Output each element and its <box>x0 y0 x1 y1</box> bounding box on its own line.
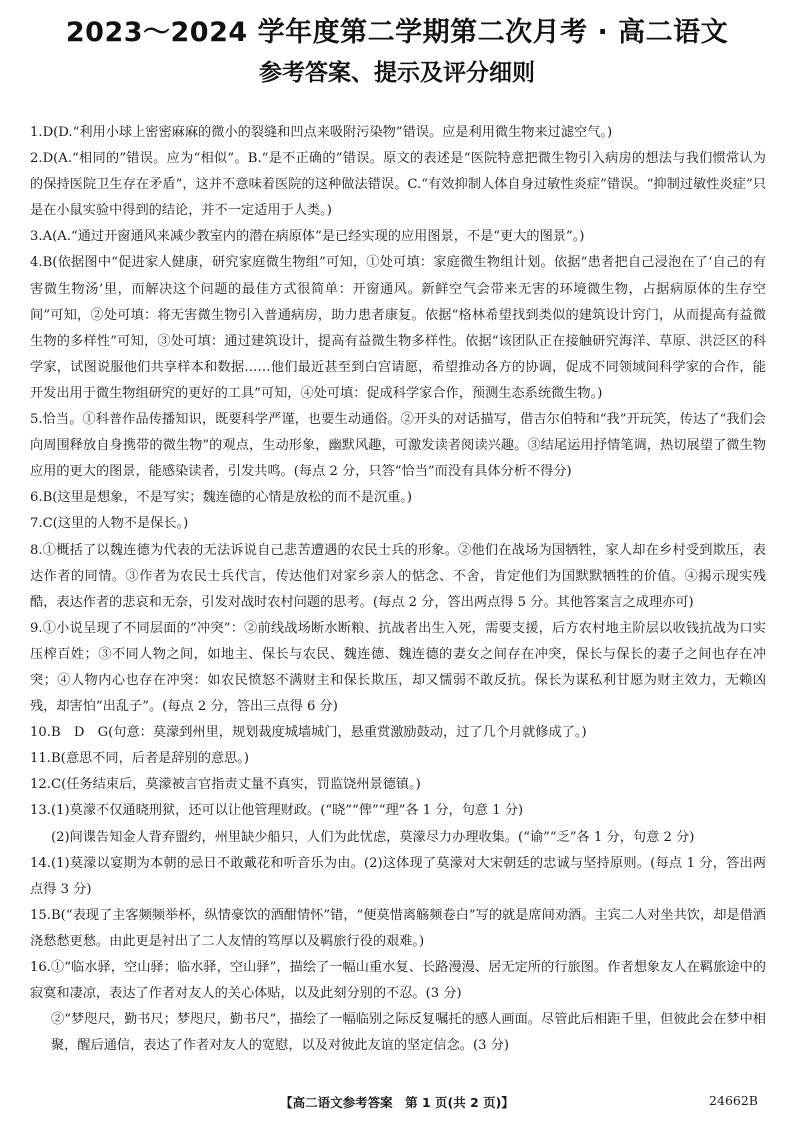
footer-page-label: 【高二语文参考答案 第 1 页(共 2 页)】 <box>280 1095 514 1110</box>
answer-number: 14. <box>30 855 51 871</box>
answer-number: 3. <box>30 229 43 245</box>
answer-list <box>30 120 766 1059</box>
answer-sub-item <box>30 1007 766 1059</box>
answer-number: 7. <box>30 516 43 532</box>
answer-text: B(依据图中“促进家人健康，研究家庭微生物组”可知，①处可填：家庭微生物组计划。依据“患者把自己浸泡在了‘自己的有害微生物汤’里，而解决这个问题的最佳方式很简单：开窗通风。新鲜空气会带来无害的环境微生物，占据病原体的生存空间”可知，②处可填：将无害微生物引入普通病房，助力患者康复。依据“格林希望找到类似的建筑设计窍门，从而提高有益微生物的多样性”可知，③处可填：通过建筑设计，提高有益微生物多样性。依据“该团队正在接触研究海洋、草原、洪泛区的科学家，试图说服他们共享样本和数据……他们最近甚至到白宫请愿，希望推动各方的协调，促成不同领域间科学家的合作，能开发出用于微生物组研究的更好的工具”可知，④处可填：促成科学家合作，预测生态系统微生物。) <box>30 255 766 401</box>
answer-item <box>30 798 766 824</box>
answer-text: B(“表现了主客频频举杯，纵情豪饮的酒酣情怀”错，“便莫惜离觞频卷白”写的就是席间劝酒。主宾二人对坐共饮，却是借酒浇愁愁更愁。由此更是衬出了二人友情的笃厚以及羁旅行役的艰难。) <box>30 907 766 949</box>
answer-number: 2. <box>30 151 43 167</box>
answer-number: 5. <box>30 412 43 428</box>
answer-text: 恰当。①科普作品传播知识，既要科学严谨，也要生动通俗。②开头的对话描写，借吉尔伯特和“我”开玩笑，传达了“我们会向周围释放自身携带的微生物”的观点，生动形象，幽默风趣，可激发读者阅读兴趣。③结尾运用抒情笔调，热切展望了微生物应用的更大的图景，能感染读者，引发共鸣。(每点 2 分，只答“恰当”而没有具体分析不得分) <box>30 412 766 480</box>
page-subtitle: 参考答案、提示及评分细则 <box>259 60 535 86</box>
answer-text: ①小说呈现了不同层面的“冲突”：②前线战场断水断粮、抗战者出生入死，需要支援，后方农村地主阶层以收钱抗战为口实压榨百姓；③不同人物之间，如地主、保长与农民、魏连德、魏连德的妻女之间存在冲突，保长与保长的妻子之间也存在冲突；④人物内心也存在冲突：如农民愤怒不满财主和保长欺压，却又懦弱不敢反抗。保长为谋私利甘愿为财主效力，无赖凶残，却害怕“出乱子”。(每点 2 分，答出三点得 6 分) <box>30 620 766 715</box>
answer-item <box>30 720 766 746</box>
answer-number: 8. <box>30 542 43 558</box>
answer-text: A(A.“通过开窗通风来减少教室内的潜在病原体”是已经实现的应用图景，不是“更大的图景”。) <box>42 229 585 245</box>
answer-item <box>30 538 766 616</box>
answer-item <box>30 903 766 955</box>
answer-number: 6. <box>30 490 43 506</box>
answer-item <box>30 616 766 720</box>
answer-item <box>30 224 766 250</box>
answer-number: 1. <box>30 125 43 140</box>
answer-item <box>30 250 766 407</box>
answer-text: (1)莫濛不仅通晓刑狱，还可以让他管理财政。(“晓”“俾”“理”各 1 分，句意 1 分) <box>50 803 524 819</box>
answer-text: ②“梦咫尺，勤书尺；梦咫尺，勤书尺”，描绘了一幅临别之际反复嘱托的感人画面。尽管此后相距千里，但彼此会在梦中相聚，醒后通信，表达了作者对友人的宽慰，以及对彼此友谊的坚定信念。(3 分) <box>51 1012 766 1054</box>
answer-item <box>30 746 766 772</box>
answer-item <box>30 485 766 511</box>
footer-code: 24662B <box>709 1093 758 1108</box>
answer-number: 4. <box>30 255 43 271</box>
answer-text: D(D.“利用小球上密密麻麻的微小的裂缝和凹点来吸附污染物”错误。应是利用微生物来过滤空气。) <box>42 125 613 140</box>
answer-text: B(这里是想象，不是写实；魏连德的心情是放松的而不是沉重。) <box>42 490 413 506</box>
answer-number: 11. <box>30 751 51 767</box>
answer-number: 10. <box>30 725 51 741</box>
answer-text: (1)莫濛以宴期为本朝的忌日不敢戴花和听音乐为由。(2)这体现了莫濛对大宋朝廷的忠诚与坚持原则。(每点 1 分，答出两点得 3 分) <box>30 855 766 897</box>
answer-item <box>30 120 766 146</box>
answer-number: 9. <box>30 620 43 636</box>
answer-sub-item <box>30 825 766 851</box>
answer-item <box>30 511 766 537</box>
page-title: 2023～2024 学年度第二学期第二次月考 · 高二语文 <box>65 17 729 48</box>
answer-text: ①概括了以魏连德为代表的无法诉说自己悲苦遭遇的农民士兵的形象。②他们在战场为国牺牲，家人却在乡村受到欺压，表达作者的同情。③作者为农民士兵代言，传达他们对家乡亲人的惦念、不舍，肯定他们为国默默牺牲的价值。④揭示现实残酷，表达作者的悲哀和无奈，引发对战时农村问题的思考。(每点 2 分，答出两点得 5 分。其他答案言之成理亦可) <box>30 542 766 610</box>
answer-text: (2)间谍告知金人背弃盟约，州里缺少船只，人们为此忧虑，莫濛尽力办理收集。(“谕”“乏”各 1 分，句意 2 分) <box>51 829 695 845</box>
answer-text: B D G(句意：莫濛到州里，规划裁度城墙城门，悬重赏激励鼓动，过了几个月就修成了。) <box>50 725 587 741</box>
answer-text: B(意思不同，后者是辞别的意思。) <box>50 751 249 767</box>
answer-item <box>30 772 766 798</box>
answer-number: 16. <box>30 960 51 975</box>
answer-item <box>30 146 766 224</box>
answer-item <box>30 851 766 903</box>
answer-text: D(A.“相同的”错误。应为“相似”。B.“是不正确的”错误。原文的表述是“医院特意把微生物引入病房的想法与我们惯常认为的保持医院卫生存在矛盾”，这并不意味着医院的这种做法错误。C.“有效抑制人体自身过敏性炎症”错误。“抑制过敏性炎症”只是在小鼠实验中得到的结论，并不一定适用于人类。) <box>30 151 766 219</box>
answer-text: C(这里的人物不是保长。) <box>42 516 189 532</box>
answer-number: 13. <box>30 803 51 819</box>
answer-item <box>30 955 766 1007</box>
answer-number: 12. <box>30 777 51 793</box>
answer-text: ①“临水驿，空山驿；临水驿，空山驿”，描绘了一幅山重水复、长路漫漫、居无定所的行旅图。作者想象友人在羁旅途中的寂寞和凄凉，表达了作者对友人的关心体贴，以及此刻分别的不忍。(3 分) <box>30 960 766 1002</box>
answer-number: 15. <box>30 907 51 923</box>
answer-item <box>30 407 766 485</box>
answer-text: C(任务结束后，莫濛被言官指责丈量不真实，罚监饶州景德镇。) <box>50 777 421 793</box>
